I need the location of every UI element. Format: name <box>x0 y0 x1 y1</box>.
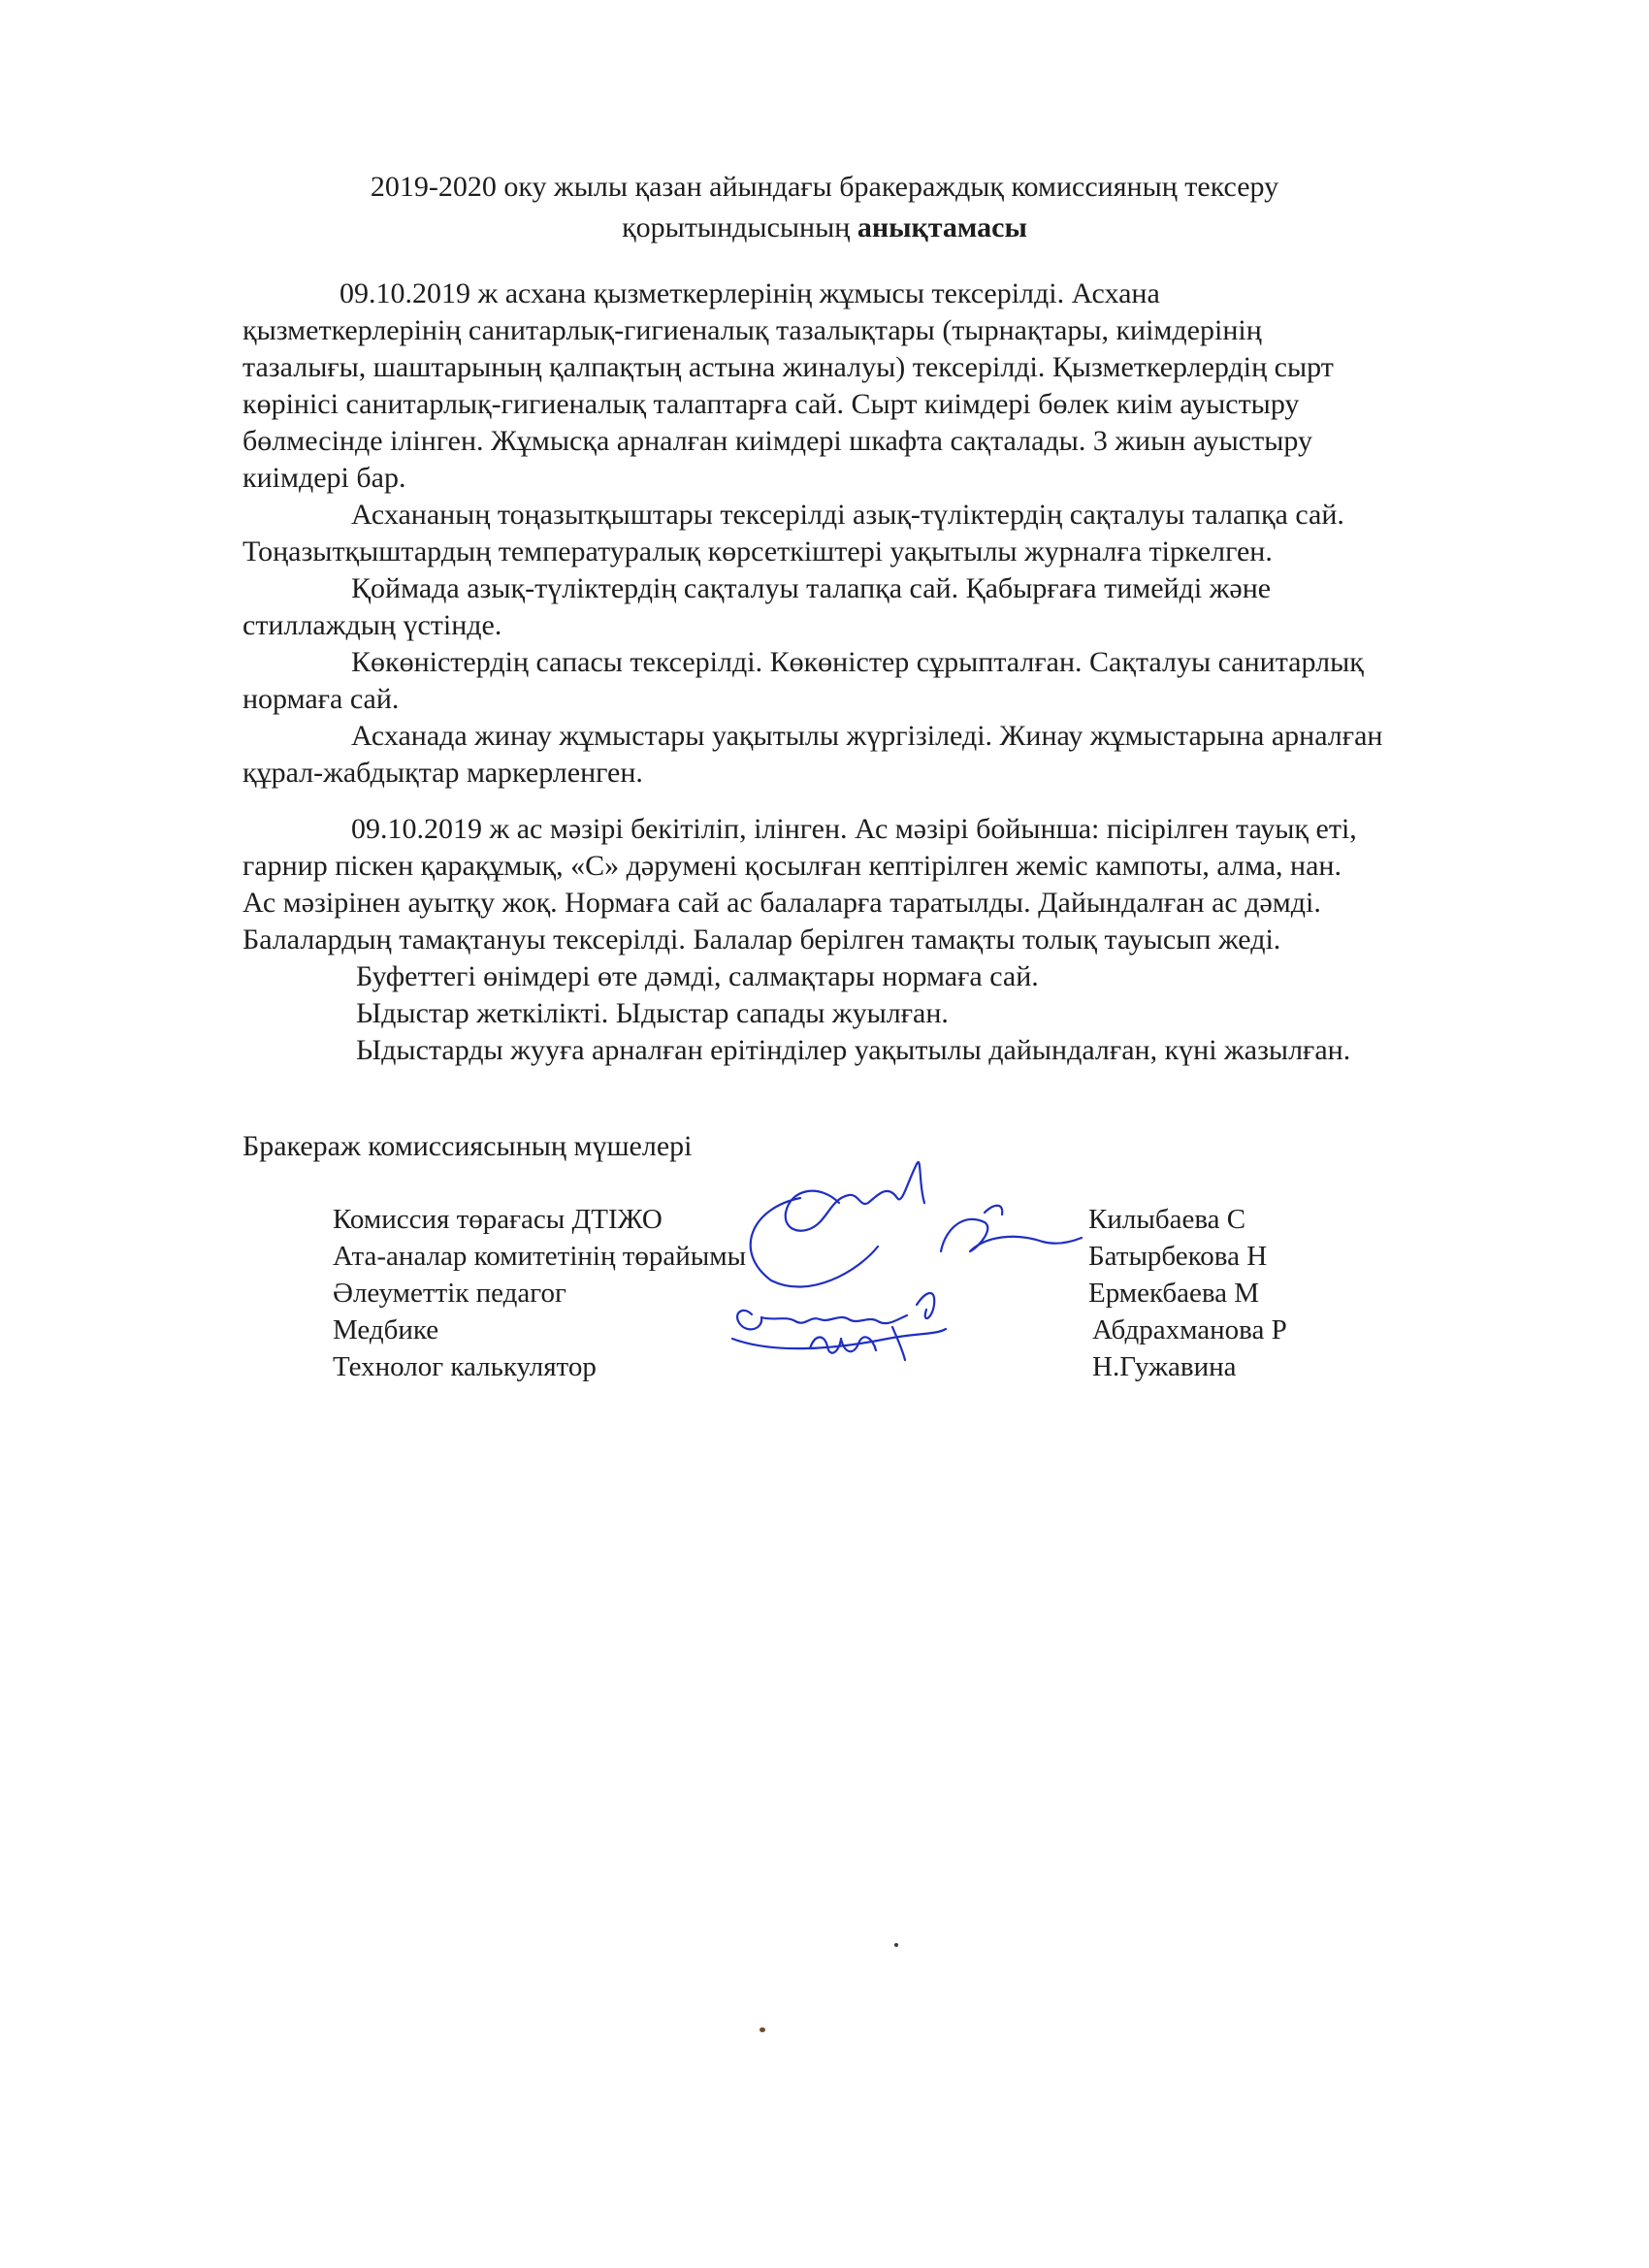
paragraph-line: киімдері бар. <box>242 462 406 494</box>
paragraph-line: Ас мәзірінен ауытқу жоқ. Нормаға сай ас балаларға таратылды. Дайындалған ас дәмді. <box>242 887 1321 919</box>
paragraph-line: бөлмесінде ілінген. Жұмысқа арналған киімдері шкафта сақталады. 3 жиын ауыстыру <box>242 425 1312 457</box>
paragraph-line: қызметкерлерінің санитарлық-гигиеналық тазалықтары (тырнақтары, киімдерінің <box>242 314 1262 346</box>
document-title-line1: 2019-2020 оку жылы қазан айындағы бракераждық комиссияның тексеру <box>370 171 1279 203</box>
member-name: Ермекбаева М <box>1088 1278 1260 1309</box>
member-role: Ата-аналар комитетінің төрайымы <box>333 1241 747 1272</box>
paragraph-line: Буфеттегі өнімдері өте дәмді, салмақтары нормаға сай. <box>356 960 1039 992</box>
paragraph-line: Тоңазытқыштардың температуралық көрсеткіштері уақытылы журналға тіркелген. <box>242 535 1273 567</box>
paragraph-line: құрал-жабдықтар маркерленген. <box>242 757 643 789</box>
paragraph-line: Көкөністердің сапасы тексерілді. Көкөністер сұрыпталған. Сақталуы санитарлық <box>351 646 1364 678</box>
document-title-prefix: қорытындысының <box>622 211 851 243</box>
paragraph-line: Ыдыстарды жууға арналған ерітінділер уақытылы дайындалған, күні жазылған. <box>356 1034 1351 1066</box>
paragraph-line: көрінісі санитарлық-гигиеналық талаптарға сай. Сырт киімдері бөлек киім ауыстыру <box>242 388 1300 420</box>
paragraph-line: Балалардың тамақтануы тексерілді. Балалар берілген тамақты толық тауысып жеді. <box>242 923 1281 956</box>
member-name: Килыбаева С <box>1088 1204 1246 1235</box>
document-title-line2 <box>233 208 1416 248</box>
member-role: Әлеуметтік педагог <box>333 1278 566 1309</box>
paragraph-line: гарнир піскен қарақұмық, «С» дәрумені қосылған кептірілген жеміс кампоты, алма, нан. <box>242 850 1342 882</box>
paragraph-line: Ыдыстар жеткілікті. Ыдыстар сапады жуылған. <box>356 997 949 1029</box>
paragraph-line: 09.10.2019 ж асхана қызметкерлерінің жұмысы тексерілді. Асхана <box>340 277 1160 309</box>
paragraph-line: Асханада жинау жұмыстары уақытылы жүргізіледі. Жинау жұмыстарына арналған <box>351 720 1383 752</box>
paragraph-line: Асхананың тоңазытқыштары тексерілді азық-түліктердің сақталуы талапқа сай. <box>351 499 1344 531</box>
scan-speck <box>894 1943 898 1947</box>
paragraph-line: Қоймада азық-түліктердің сақталуы талапқа сай. Қабырғаға тимейді және <box>351 572 1272 604</box>
member-name: Батырбекова Н <box>1088 1241 1268 1272</box>
member-role: Технолог калькулятор <box>333 1351 597 1382</box>
paragraph-line: 09.10.2019 ж ас мәзірі бекітіліп, ілінген. Ас мәзірі бойынша: пісірілген тауық еті, <box>351 813 1357 845</box>
paragraph-line: нормаға сай. <box>242 683 400 715</box>
paragraph-line: стиллаждың үстінде. <box>242 609 502 641</box>
document-title-bold: анықтамасы <box>857 211 1027 243</box>
member-role: Комиссия төрағасы ДТІЖО <box>333 1204 663 1235</box>
scan-speck <box>760 2027 765 2032</box>
commission-heading: Бракераж комиссиясының мүшелері <box>242 1130 693 1162</box>
member-name: Абдрахманова Р <box>1092 1314 1287 1345</box>
paragraph-line: тазалығы, шаштарының қалпақтың астына жиналуы) тексерілді. Қызметкерлердің сырт <box>242 351 1334 383</box>
handwritten-signatures <box>694 1145 1101 1368</box>
member-name: Н.Гужавина <box>1092 1351 1237 1382</box>
member-role: Медбике <box>333 1314 439 1345</box>
